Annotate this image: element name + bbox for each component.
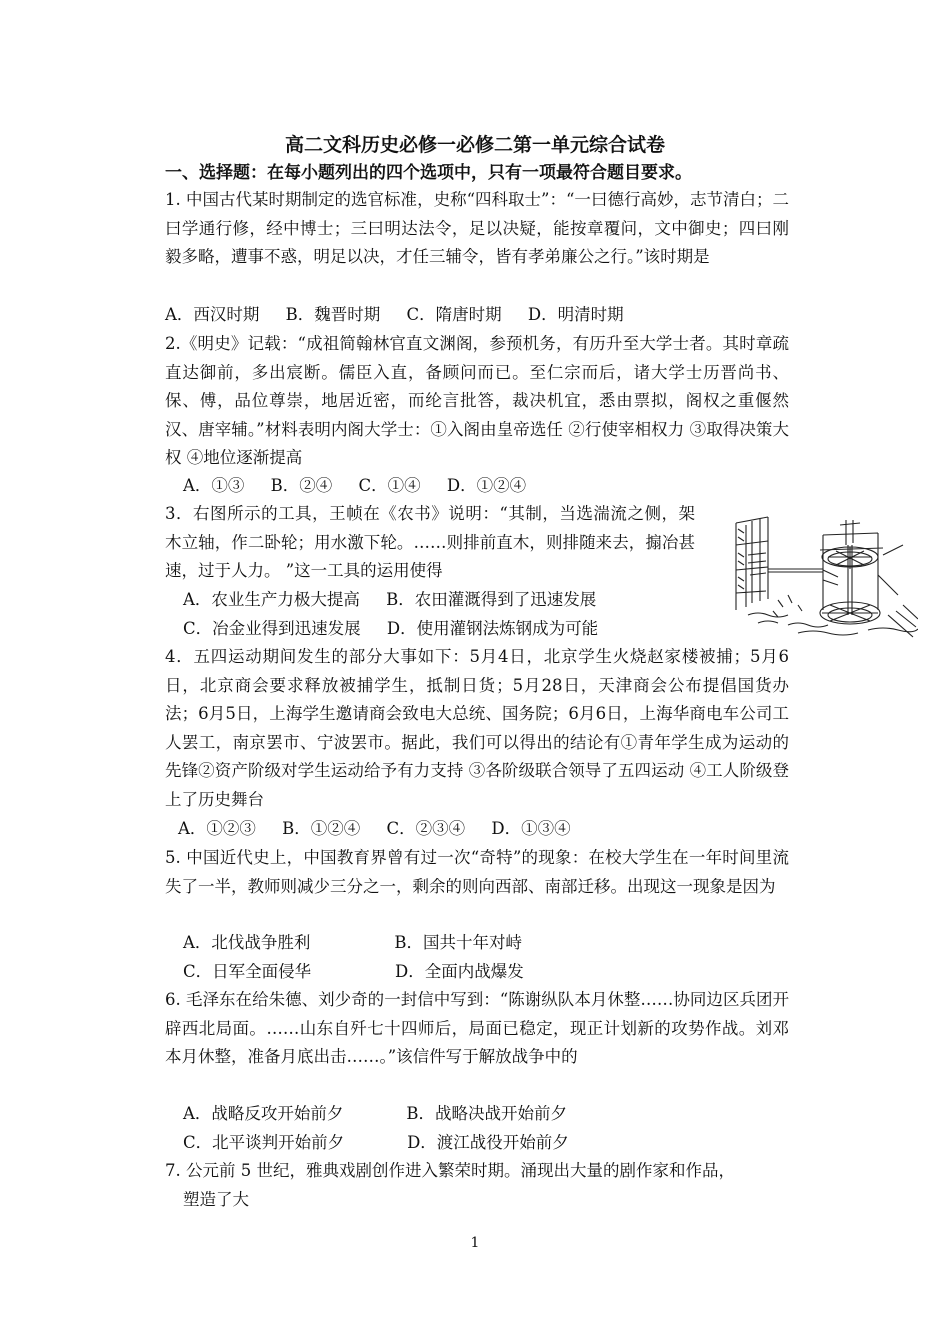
question-7-stem-line-2: 塑造了大 bbox=[183, 1190, 249, 1209]
question-4-stem: 4．五四运动期间发生的部分大事如下：5月4日，北京学生火烧赵家楼被捕；5月6日，北京商会要求释放被捕学生，抵制日货；5月28日，天津商会公布提倡国货办法；6月5日，上海学生邀请商会致电大总统、国务院；6月6日，上海华商电车公司工人罢工，南京罢市、宁波罢市。据此，我们可以得出的结论有①青年学生成为运动的先锋②资产阶级对学生运动给予有力支持 ③各阶级联合领导了五四运动 ④工人阶级登上了历史舞台 bbox=[165, 647, 789, 809]
question-1-options: A．西汉时期 B．魏晋时期 C．隋唐时期 D．明清时期 bbox=[165, 305, 624, 324]
question-5-options-row-1: A．北伐战争胜利 B．国共十年对峙 bbox=[183, 933, 522, 952]
exam-title: 高二文科历史必修一必修二第一单元综合试卷 bbox=[284, 134, 665, 156]
question-3-options-row-2: C．冶金业得到迅速发展 D．使用灌钢法炼钢成为可能 bbox=[183, 619, 599, 638]
page-number: 1 bbox=[470, 1235, 480, 1251]
question-6-options-row-2: C．北平谈判开始前夕 D．渡江战役开始前夕 bbox=[183, 1133, 569, 1152]
question-2-stem: 2.《明史》记载：“成祖简翰林官直文渊阁，参预机务，有历升至大学士者。其时章疏直达御前，多出宸断。儒臣入直，备顾问而已。至仁宗而后，诸大学士历晋尚书、保、傅，品位尊崇，地居近密，而纶言批答，裁决机宜，悉由票拟，阁权之重偃然汉、唐宰辅。”材料表明内阁大学士：①入阁由皇帝选任 ②行使宰相权力 ③取得决策大权 ④地位逐渐提高 bbox=[165, 334, 789, 468]
section-heading: 一、选择题：在每小题列出的四个选项中，只有一项最符合题目要求。 bbox=[165, 163, 692, 183]
question-6-stem: 6. 毛泽东在给朱德、刘少奇的一封信中写到：“陈谢纵队本月休整……协同边区兵团开辟西北局面。……山东自歼七十四师后，局面已稳定，现正计划新的攻势作战。刘邓本月休整，准备月底出击……。”该信件写于解放战争中的 bbox=[165, 990, 789, 1067]
question-3-stem: 3．右图所示的工具，王帧在《农书》说明：“其制，当选湍流之侧，架木立轴，作二卧轮；用水激下轮。……则排前直木，则排随来去，搧冶甚速，过于人力。 ”这一工具的运用使得 bbox=[165, 504, 695, 581]
question-5-options-row-2: C．日军全面侵华 D．全面内战爆发 bbox=[183, 962, 524, 981]
question-4-options: A．①②③ B．①②④ C．②③④ D．①③④ bbox=[178, 819, 571, 838]
question-2-options: A．①③ B．②④ C．①④ D．①②④ bbox=[183, 476, 527, 495]
question-6-options-row-1: A．战略反攻开始前夕 B．战略决战开始前夕 bbox=[183, 1104, 567, 1123]
question-7-stem-line-1: 7. 公元前 5 世纪，雅典戏剧创作进入繁荣时期。涌现出大量的剧作家和作品， bbox=[165, 1161, 735, 1180]
question-1-stem: 1. 中国古代某时期制定的选官标准，史称“四科取士”：“一曰德行高妙，志节清白；二曰学通行修，经中博士；三曰明达法令，足以决疑，能按章覆问，文中御史；四曰刚毅多略，遭事不惑，明足以决，才任三辅令，皆有孝弟廉公之行。”该时期是 bbox=[165, 190, 789, 267]
question-3-options-row-1: A．农业生产力极大提高 B．农田灌溉得到了迅速发展 bbox=[183, 590, 597, 609]
question-5-stem: 5. 中国近代史上，中国教育界曾有过一次“奇特”的现象：在校大学生在一年时间里流失了一半，教师则减少三分之一，剩余的则向西部、南部迁移。出现这一现象是因为 bbox=[165, 848, 789, 896]
water-bellows-illustration bbox=[728, 515, 918, 645]
